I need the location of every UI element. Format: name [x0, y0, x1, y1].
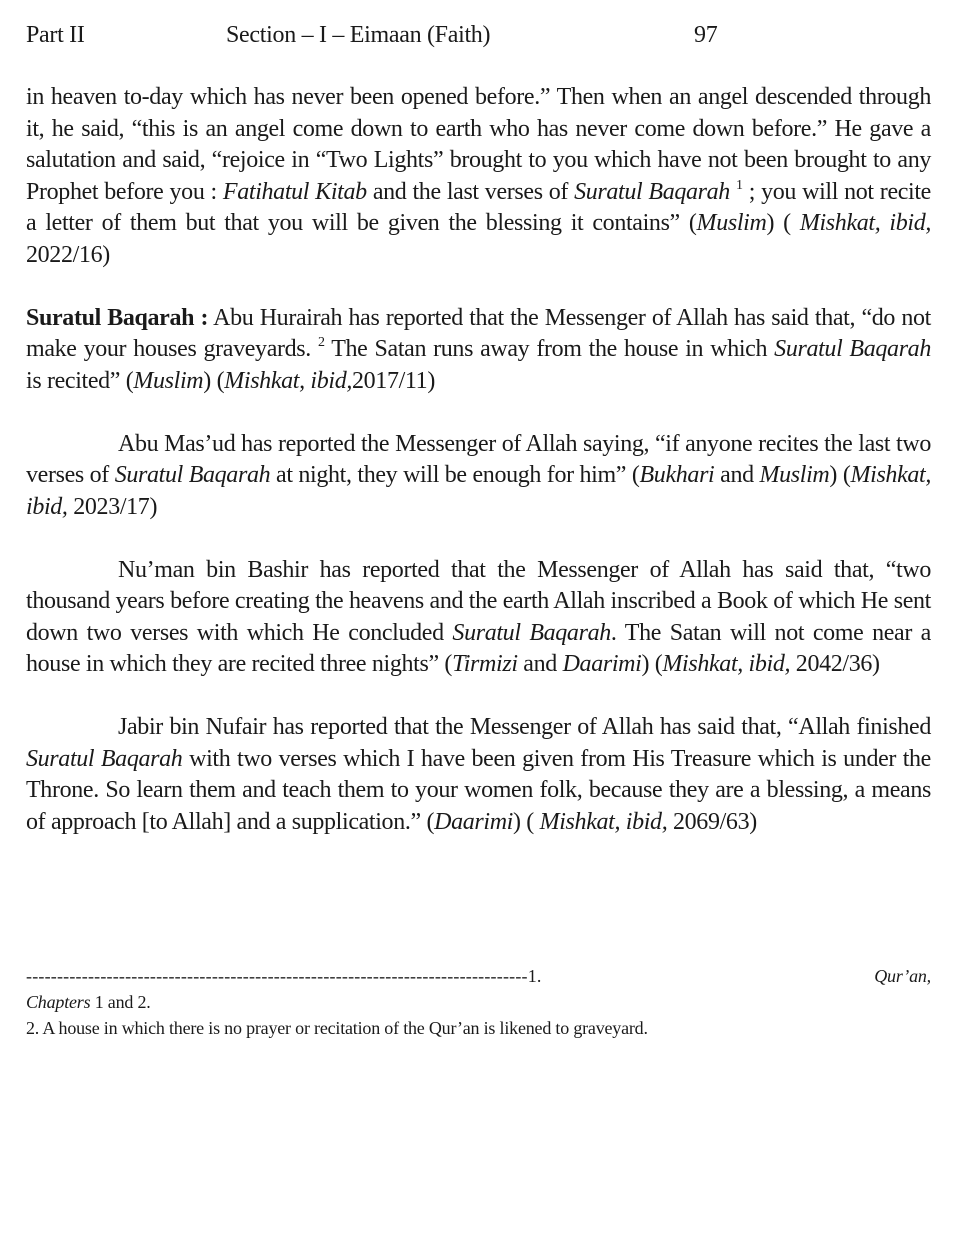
text-run: with two verses which I have been given from His Treasure which is under the Throne. So learn them and teach them to your women folk, because they are a blessing, a means of approach [to Allah] and a supplication.” ( — [26, 745, 931, 835]
italic-text: Mishkat, ibid, — [539, 808, 668, 835]
bold-heading: Suratul Baqarah : — [26, 304, 209, 331]
text-run: Jabir bin Nufair has reported that the Messenger of Allah has said that, “Allah finished — [118, 714, 931, 740]
italic-text: Muslim — [133, 367, 204, 394]
text-run: ) ( — [203, 367, 225, 394]
header-part-label: Part II — [26, 22, 85, 48]
italic-text: Suratul Baqarah — [774, 336, 931, 362]
text-run: at night, they will be enough for him” ( — [270, 462, 640, 488]
text-run: in heaven to-day which has never been opened before.” Then when an angel descended through it, he said, “this is an angel come down to earth who has never come down before.” He gave a salutation and said, “rejoice in “Two Lights” brought to you which have not been brought to any Prophet before you : — [26, 84, 931, 205]
footnote-separator-rule: ---------------------------------------------------------------------------------1. — [26, 966, 542, 986]
text-run: is recited” ( — [26, 367, 134, 394]
text-run: Abu Mas’ud has reported the Messenger of Allah saying, “if anyone recites the last two verses of — [26, 430, 931, 488]
footnote-reference[interactable]: 2 — [317, 335, 325, 350]
italic-text: Suratul Baqarah — [26, 745, 183, 772]
italic-text: Mishkat, ibid, — [799, 210, 931, 236]
text-run: 2042/36) — [790, 651, 880, 677]
paragraph-4 — [26, 555, 931, 681]
italic-text: Daarimi — [434, 808, 513, 835]
italic-text: Muslim — [696, 210, 767, 236]
paragraph-5 — [26, 712, 931, 838]
text-run: 2017/11) — [352, 367, 435, 394]
italic-text: Daarimi — [562, 651, 642, 677]
text-run: 2023/17) — [67, 493, 158, 520]
text-run: ) ( — [513, 808, 540, 835]
text-run: and the last verses of — [366, 178, 575, 205]
text-run: Nu’man bin Bashir has reported that the Messenger of Allah has said that, “two thousand years before creating the heavens and the earth Allah inscribed a Book of which He sent down two verses with which He concluded — [26, 556, 931, 646]
paragraph-1 — [26, 82, 931, 271]
text-run: and — [714, 462, 760, 488]
italic-text: Mishkat, ibid, — [662, 651, 791, 677]
footnotes — [26, 963, 931, 1041]
text-run: ) ( — [766, 210, 800, 236]
text-run: 2022/16) — [26, 241, 110, 268]
text-run: The Satan runs away from the house in which — [324, 336, 775, 362]
text-run: 1 and 2. — [90, 992, 151, 1012]
italic-text: Mishkat, ibid, — [26, 462, 932, 520]
text-run: ) ( — [641, 651, 663, 677]
footnote-1-line — [26, 963, 931, 989]
footnote-reference[interactable]: 1 — [736, 177, 743, 193]
italic-text: Mishkat, ibid, — [224, 367, 352, 394]
italic-text: Muslim — [759, 462, 830, 488]
text-run: ) ( — [829, 462, 851, 488]
italic-text: Fatihatul Kitab — [222, 178, 367, 205]
italic-text: Suratul Baqarah — [452, 619, 611, 646]
italic-text: Suratul Baqarah — [114, 462, 271, 488]
italic-text: Tirmizi — [452, 651, 518, 677]
footnote-1-continuation — [26, 989, 931, 1015]
footnote-1-text: Qur’an, — [874, 966, 931, 986]
italic-text: Bukhari — [639, 462, 715, 488]
text-run: Abu Hurairah has reported that the Messenger of Allah has said that, “do not make your houses graveyards. — [26, 304, 931, 362]
text-run: and — [517, 651, 563, 677]
italic-text: Suratul Baqarah — [574, 178, 730, 205]
paragraph-3 — [26, 429, 931, 524]
paragraph-2 — [26, 303, 931, 398]
page-number: 97 — [694, 22, 718, 48]
text-run: ; you will not recite a letter of them but that you will be given the blessing it contains” ( — [26, 178, 931, 236]
italic-text: Chapters — [26, 992, 91, 1012]
body-text — [26, 82, 931, 870]
footnote-2: 2. A house in which there is no prayer or recitation of the Qur’an is likened to graveyard. — [26, 1018, 648, 1038]
text-run: 2069/63) — [667, 808, 757, 835]
header-section-title: Section – I – Eimaan (Faith) — [226, 22, 491, 48]
text-run: . The Satan will not come near a house in which they are recited three nights” ( — [26, 619, 931, 677]
